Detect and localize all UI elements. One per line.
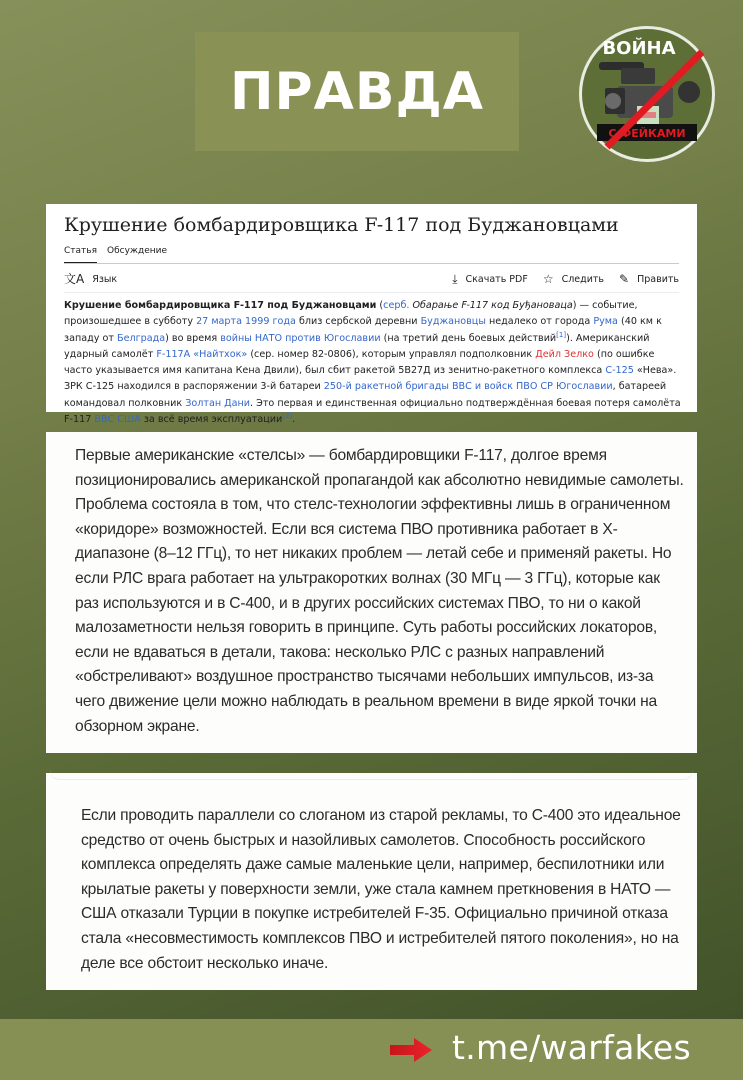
- text: недалеко от города: [485, 316, 594, 328]
- link-zoltan-dani[interactable]: Золтан Дани: [185, 397, 251, 409]
- link-dale-zelko[interactable]: Дейл Зелко: [535, 348, 594, 360]
- text: . Это первая и единственная официально подтверждённая боевая потеря самолёта F-117: [64, 397, 681, 426]
- text: , батареей командовал полковник: [64, 381, 667, 409]
- arrow-right-icon: [390, 1038, 434, 1062]
- text: .: [292, 414, 296, 426]
- title-banner: [195, 32, 519, 151]
- footnote-2[interactable]: [2]: [282, 411, 293, 420]
- download-pdf-button[interactable]: [452, 273, 528, 285]
- article-subject: Крушение бомбардировщика F-117 под Буджановцами: [64, 300, 377, 311]
- text: за всё время эксплуатации: [140, 414, 283, 426]
- article-title: Крушение бомбардировщика F-117 под Буджановцами: [64, 214, 619, 236]
- link-serbian[interactable]: серб.: [383, 300, 410, 311]
- edit-button[interactable]: [619, 273, 679, 285]
- serbian-name: Обарање F-117 код Буђановаца: [412, 300, 573, 311]
- divider: [64, 292, 679, 293]
- text: ) во время: [165, 332, 221, 344]
- tab-article[interactable]: Статья: [64, 246, 97, 264]
- pencil-icon: ✎: [619, 272, 630, 286]
- link-s125[interactable]: С-125: [605, 365, 634, 377]
- telegram-link[interactable]: t.me/warfakes: [452, 1028, 691, 1067]
- link-date[interactable]: 27 марта 1999 года: [196, 316, 296, 328]
- link-usaf[interactable]: ВВС США: [94, 414, 141, 426]
- wikipedia-screenshot: [46, 204, 697, 426]
- text: (по ошибке часто указывается имя капитана Кена Двили), был сбит ракетой 5В27Д из зенитно-ракетного комплекса: [64, 348, 655, 377]
- watch-label: Следить: [561, 273, 605, 285]
- watch-button[interactable]: [543, 273, 604, 285]
- text: (: [376, 300, 384, 311]
- link-ruma[interactable]: Рума: [593, 316, 618, 328]
- download-icon: ⤓: [452, 272, 458, 286]
- logo-bottom-text: С ФЕЙКАМИ: [608, 127, 686, 140]
- text: (сер. номер 82-0806), которым управлял подполковник: [247, 348, 536, 360]
- card-edge: [50, 767, 693, 780]
- text: ) — событие, произошедшее в субботу: [64, 300, 638, 328]
- article-tabs: [64, 246, 167, 264]
- link-f117[interactable]: F-117A «Найтхок»: [156, 348, 248, 360]
- language-label: Язык: [92, 273, 118, 285]
- link-nato-war[interactable]: войны НАТО против Югославии: [220, 332, 381, 344]
- page-title: ПРАВДА: [229, 61, 485, 122]
- text: (40 км к западу от: [64, 316, 662, 344]
- card-paragraph: Первые американские «стелсы» — бомбардировщики F-117, долгое время позиционировались американской пропагандой как абсолютно невидимые самолеты. Проблема состояла в том, что стелс-технологии эффективны лишь в ограниченном «коридоре» возможностей. Если вся система ПВО противника работает в X-диапазоне (8–12 ГГц), то нет никаких проблем — летай себе и применяй ракеты. Но если РЛС врага работает на ультракоротких волнах (30 МГц — 3 ГГц), которые как раз используются и в С-400, и в других российских системах ПВО, то ни о какой малозаметности нельзя говорить в принципе. Суть работы российских локаторов, если не вдаваться в детали, такова: несколько РЛС с разных направлений «обстреливают» воздушное пространство тысячами небольших импульсов, из-за чего движение цели можно наблюдать в реальном времени в виде яркой точки на обзорном экране.: [75, 447, 684, 735]
- link-250-brigade[interactable]: 250-й ракетной бригады ВВС и войск ПВО СР Югославии: [323, 381, 613, 393]
- translate-icon: 文A: [64, 272, 85, 286]
- star-icon: ☆: [542, 272, 554, 286]
- text-card-stealth: [46, 432, 697, 753]
- card-paragraph: Если проводить параллели со слоганом из старой рекламы, то С-400 это идеальное средство от очень быстрых и назойливых самолетов. Способность российского комплекса определять даже самые маленькие цели, например, беспилотники или крылатые ракеты у поверхности земли, уже стала камнем преткновения в НАТО — США отказали Турции в покупке истребителей F-35. Официально причиной отказа стала «несовместимость комплексов ПВО и истребителей пятого поколения», но на деле все обстоит несколько иначе.: [81, 807, 681, 972]
- article-lead-paragraph: [64, 298, 683, 428]
- link-belgrade[interactable]: Белграда: [117, 332, 166, 344]
- text-card-s400: [46, 773, 697, 990]
- divider: [64, 263, 679, 264]
- text: ). Американский ударный самолёт: [64, 332, 650, 360]
- logo-top-text: ВОЙНА: [602, 38, 676, 59]
- text: «Нева». ЗРК С-125 находился в распоряжении 3-й батареи: [64, 365, 677, 393]
- text: близ сербской деревни: [295, 316, 421, 328]
- text: (на третий день боевых действий: [380, 332, 557, 344]
- language-button[interactable]: [64, 273, 117, 285]
- article-toolbar: [64, 267, 679, 291]
- footer-bar: [0, 1019, 743, 1080]
- download-pdf-label: Скачать PDF: [465, 273, 528, 285]
- link-budjanovci[interactable]: Буджановцы: [420, 316, 486, 328]
- tab-discussion[interactable]: Обсуждение: [107, 246, 168, 256]
- crossed-out-camera-icon: [577, 24, 717, 164]
- edit-label: Править: [637, 273, 679, 285]
- channel-logo: [577, 24, 717, 164]
- footnote-1[interactable]: [1]: [556, 330, 567, 339]
